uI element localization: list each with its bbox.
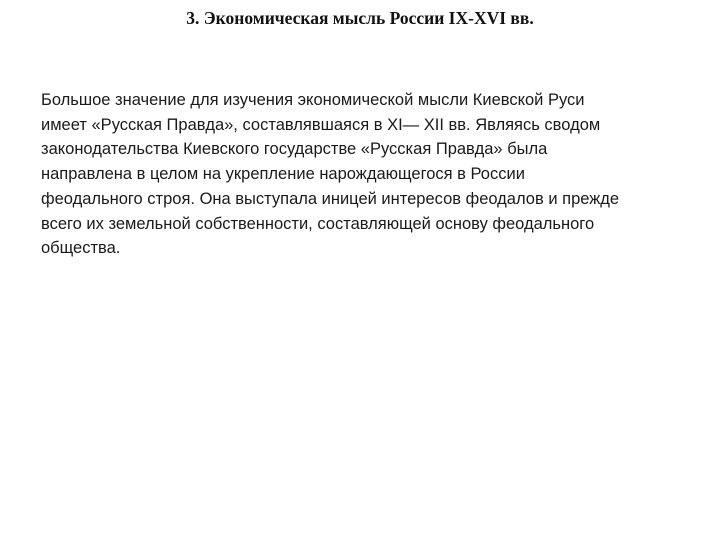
body-line: Большое значение для изучения экономической мысли Киевской Руси (41, 91, 585, 109)
body-line: имеет «Русская Правда», составлявшаяся в XI— XII вв. Являясь сводом (41, 115, 601, 134)
body-line: направлена в целом на укрепление нарождающегося в России (41, 165, 525, 184)
body-line: общества. (41, 239, 121, 258)
slide-body (41, 88, 691, 261)
body-line: феодального строя. Она выступала иницей интересов феодалов и прежде (41, 189, 620, 208)
slide-title: 3. Экономическая мысль России IX-XVI вв. (186, 8, 534, 28)
body-line: всего их земельной собственности, составляющей основу феодального (41, 214, 595, 233)
body-line: законодательства Киевского государстве «Русская Правда» была (41, 140, 548, 159)
